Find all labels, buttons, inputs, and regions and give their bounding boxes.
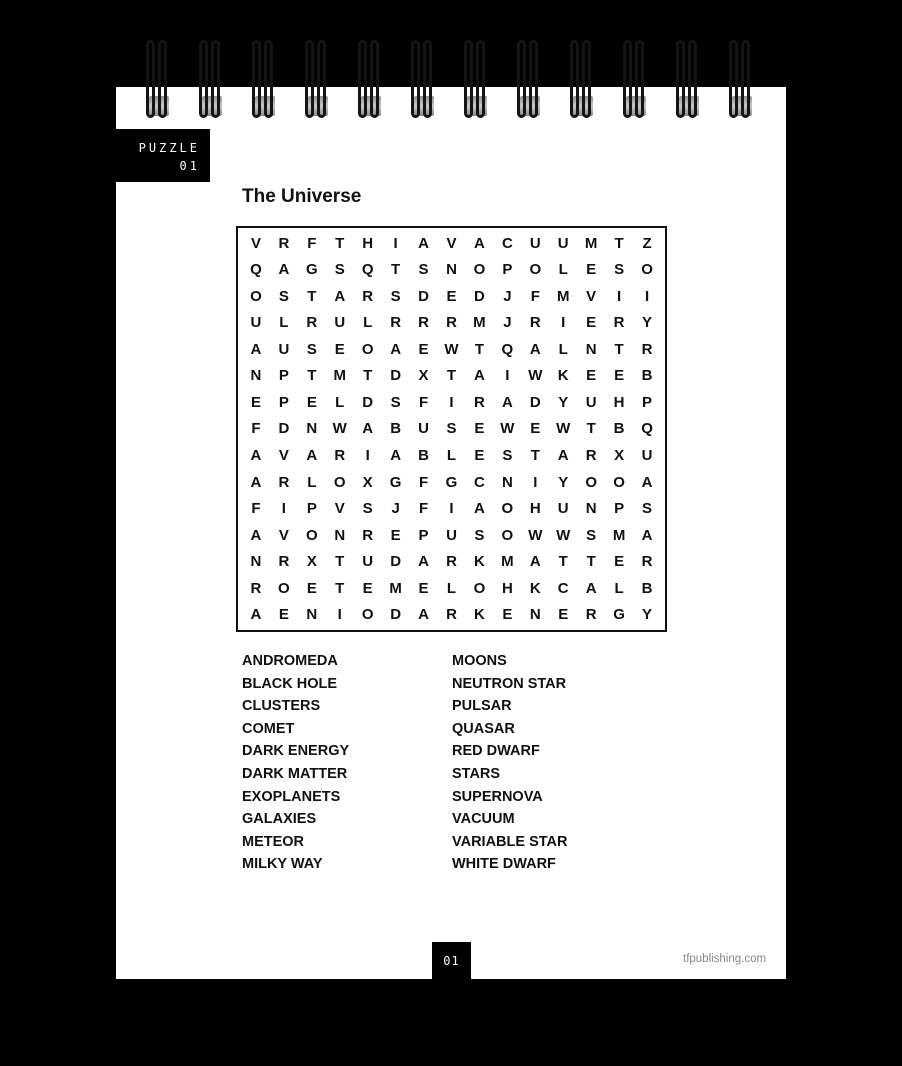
grid-letter[interactable]: A	[250, 340, 262, 358]
grid-letter[interactable]: A	[250, 473, 262, 491]
grid-letter[interactable]: P	[278, 393, 289, 411]
grid-letter[interactable]: O	[361, 606, 374, 624]
grid-letter[interactable]: T	[335, 579, 345, 597]
grid-letter[interactable]: A	[501, 393, 513, 411]
grid-letter[interactable]: G	[389, 473, 402, 491]
grid-letter[interactable]: X	[418, 367, 429, 385]
grid-letter[interactable]: R	[474, 393, 485, 411]
grid-letter[interactable]: A	[390, 447, 402, 465]
grid-letter[interactable]: E	[362, 579, 373, 597]
grid-letter[interactable]: M	[389, 579, 402, 597]
grid-letter[interactable]: R	[446, 553, 457, 571]
grid-letter[interactable]: T	[307, 367, 317, 385]
spiral-ring	[146, 40, 172, 122]
grid-letter[interactable]: A	[529, 340, 541, 358]
grid-letter[interactable]: C	[501, 234, 513, 252]
word-list-item: VACUUM	[452, 811, 515, 828]
grid-letter[interactable]: R	[278, 553, 290, 571]
word-list-item: NEUTRON STAR	[452, 675, 567, 692]
grid-letter[interactable]: R	[446, 606, 457, 624]
grid-letter[interactable]: S	[642, 500, 653, 518]
grid-letter[interactable]: U	[557, 500, 569, 518]
grid-letter[interactable]: V	[278, 447, 289, 465]
grid-letter[interactable]: R	[585, 606, 597, 624]
grid-letter[interactable]: E	[446, 287, 457, 305]
grid-letter[interactable]: D	[390, 606, 402, 624]
grid-letter[interactable]: E	[586, 314, 597, 332]
grid-letter[interactable]: M	[612, 526, 626, 544]
grid-letter[interactable]: O	[278, 579, 290, 597]
grid-letter[interactable]: A	[474, 367, 485, 385]
grid-letter[interactable]: X	[614, 447, 625, 465]
spiral-ring	[623, 40, 649, 122]
grid-letter[interactable]: E	[614, 367, 625, 385]
grid-letter[interactable]: O	[501, 526, 514, 544]
grid-letter[interactable]: J	[503, 287, 512, 305]
grid-letter[interactable]: R	[278, 473, 290, 491]
grid-letter[interactable]: V	[334, 500, 345, 518]
grid-letter[interactable]: V	[586, 287, 597, 305]
puzzle-tag	[116, 129, 210, 182]
grid-letter[interactable]: E	[390, 526, 401, 544]
grid-letter[interactable]: A	[250, 447, 262, 465]
grid-letter[interactable]: I	[393, 234, 398, 252]
grid-letter[interactable]: U	[418, 420, 429, 438]
grid-letter[interactable]: U	[557, 234, 569, 252]
grid-letter[interactable]: I	[449, 393, 454, 411]
grid-letter[interactable]: J	[391, 500, 400, 518]
grid-letter[interactable]: S	[278, 287, 289, 305]
grid-letter[interactable]: M	[584, 234, 598, 252]
grid-letter[interactable]: T	[307, 287, 317, 305]
grid-letter[interactable]: B	[613, 420, 625, 438]
grid-letter[interactable]: T	[586, 420, 596, 438]
grid-letter[interactable]: U	[585, 393, 597, 411]
grid-letter[interactable]: R	[278, 234, 290, 252]
spiral-ring	[411, 40, 437, 122]
grid-letter[interactable]: N	[306, 420, 318, 438]
grid-letter[interactable]: N	[529, 606, 541, 624]
spiral-ring	[517, 40, 543, 122]
grid-letter[interactable]: Y	[558, 393, 569, 411]
grid-letter[interactable]: E	[558, 606, 569, 624]
grid-letter[interactable]: I	[281, 500, 286, 518]
grid-letter[interactable]: A	[278, 261, 290, 279]
grid-letter[interactable]: P	[642, 393, 653, 411]
grid-letter[interactable]: U	[362, 553, 374, 571]
grid-letter[interactable]: T	[335, 234, 345, 252]
grid-letter[interactable]: K	[529, 579, 541, 597]
grid-letter[interactable]: G	[613, 606, 625, 624]
grid-letter[interactable]: A	[557, 447, 569, 465]
grid-letter[interactable]: I	[533, 473, 538, 491]
grid-letter[interactable]: D	[362, 393, 374, 411]
word-list-item: QUASAR	[452, 720, 515, 737]
grid-letter[interactable]: A	[250, 526, 262, 544]
grid-letter[interactable]: M	[501, 553, 514, 571]
grid-letter[interactable]: N	[250, 367, 262, 385]
grid-letter[interactable]: T	[363, 367, 373, 385]
grid-letter[interactable]: U	[529, 234, 541, 252]
grid-letter[interactable]: Z	[642, 234, 652, 252]
grid-letter[interactable]: E	[334, 340, 345, 358]
word-list-item: MILKY WAY	[242, 856, 323, 873]
word-list-item: WHITE DWARF	[452, 856, 556, 873]
grid-letter[interactable]: H	[529, 500, 541, 518]
grid-letter[interactable]: A	[418, 553, 429, 571]
word-list-item: RED DWARF	[452, 743, 540, 760]
grid-letter[interactable]: E	[586, 367, 597, 385]
grid-letter[interactable]: D	[418, 287, 429, 305]
grid-letter[interactable]: T	[558, 553, 568, 571]
grid-letter[interactable]: K	[474, 553, 485, 571]
word-list-item: STARS	[452, 765, 501, 782]
grid-letter[interactable]: W	[556, 420, 571, 438]
grid-letter[interactable]: E	[278, 606, 289, 624]
grid-letter[interactable]: Y	[558, 473, 569, 491]
grid-letter[interactable]: I	[449, 500, 454, 518]
spiral-ring	[464, 40, 490, 122]
word-search-grid	[236, 226, 667, 632]
grid-letter[interactable]: O	[305, 526, 318, 544]
grid-letter[interactable]: L	[446, 579, 457, 597]
grid-letter[interactable]: A	[306, 447, 318, 465]
grid-letter[interactable]: S	[390, 393, 401, 411]
grid-letter[interactable]: F	[251, 420, 261, 438]
grid-letter[interactable]: L	[363, 314, 373, 332]
grid-letter[interactable]: M	[473, 314, 486, 332]
grid-letter[interactable]: D	[529, 393, 541, 411]
grid-letter[interactable]: N	[250, 553, 262, 571]
grid-letter[interactable]: R	[334, 447, 346, 465]
grid-letter[interactable]: Q	[641, 420, 653, 438]
grid-letter[interactable]: A	[529, 553, 541, 571]
grid-letter[interactable]: O	[250, 287, 262, 305]
grid-letter[interactable]: E	[306, 393, 317, 411]
grid-letter[interactable]: T	[614, 340, 624, 358]
word-list-item: BLACK HOLE	[242, 675, 338, 692]
grid-letter[interactable]: A	[418, 606, 429, 624]
grid-letter[interactable]: E	[306, 579, 317, 597]
grid-letter[interactable]: E	[418, 340, 429, 358]
grid-letter[interactable]: W	[500, 420, 515, 438]
word-list-right	[452, 650, 567, 876]
grid-letter[interactable]: F	[418, 500, 429, 518]
grid-letter[interactable]: L	[446, 447, 457, 465]
grid-letter[interactable]: F	[418, 393, 429, 411]
word-list-item: VARIABLE STAR	[452, 833, 568, 850]
spiral-ring	[676, 40, 702, 122]
grid-letter[interactable]: M	[333, 367, 346, 385]
grid-letter[interactable]: E	[418, 579, 429, 597]
grid-letter[interactable]: T	[586, 553, 596, 571]
grid-letter[interactable]: C	[557, 579, 569, 597]
grid-letter[interactable]: O	[529, 261, 542, 279]
grid-letter[interactable]: I	[365, 447, 370, 465]
grid-letter[interactable]: A	[641, 473, 653, 491]
grid-letter[interactable]: W	[528, 526, 543, 544]
grid-letter[interactable]: I	[617, 287, 622, 305]
grid-letter[interactable]: I	[561, 314, 566, 332]
grid-letter[interactable]: U	[446, 526, 457, 544]
grid-letter[interactable]: U	[278, 340, 290, 358]
grid-letter[interactable]: T	[335, 553, 345, 571]
grid-letter[interactable]: W	[332, 420, 347, 438]
grid-letter[interactable]: F	[307, 234, 317, 252]
grid-letter[interactable]: T	[391, 261, 401, 279]
word-list-item: GALAXIES	[242, 811, 317, 828]
grid-letter[interactable]: O	[585, 473, 597, 491]
grid-letter[interactable]: A	[390, 340, 402, 358]
grid-letter[interactable]: X	[362, 473, 373, 491]
grid-letter[interactable]: N	[306, 606, 318, 624]
grid-letter[interactable]: F	[530, 287, 540, 305]
grid-letter[interactable]: K	[474, 606, 485, 624]
grid-letter[interactable]: J	[503, 314, 512, 332]
grid-letter[interactable]: L	[335, 393, 345, 411]
grid-letter[interactable]: H	[362, 234, 374, 252]
grid-letter[interactable]: T	[446, 367, 457, 385]
grid-letter[interactable]: P	[278, 367, 289, 385]
website-credit: tfpublishing.com	[683, 953, 767, 965]
grid-letter[interactable]: R	[250, 579, 262, 597]
word-list-item: METEOR	[242, 833, 305, 850]
grid-letter[interactable]: L	[614, 579, 624, 597]
spiral-ring	[305, 40, 331, 122]
grid-letter[interactable]: S	[362, 500, 373, 518]
spiral-binding	[0, 0, 902, 130]
grid-letter[interactable]: B	[641, 579, 653, 597]
grid-letter[interactable]: B	[641, 367, 653, 385]
grid-letter[interactable]: O	[333, 473, 346, 491]
grid-letter[interactable]: N	[585, 340, 597, 358]
grid-letter[interactable]: S	[586, 526, 597, 544]
grid-letter[interactable]: R	[585, 447, 597, 465]
puzzle-tag-number: 01	[179, 159, 200, 173]
grid-letter[interactable]: N	[501, 473, 513, 491]
grid-letter[interactable]: I	[337, 606, 342, 624]
puzzle-title: The Universe	[242, 186, 362, 207]
grid-letter[interactable]: T	[614, 234, 624, 252]
grid-letter[interactable]: R	[390, 314, 402, 332]
grid-letter[interactable]: D	[390, 367, 402, 385]
grid-letter[interactable]: O	[501, 500, 514, 518]
grid-letter[interactable]: T	[474, 340, 484, 358]
spiral-ring	[570, 40, 596, 122]
grid-letter[interactable]: N	[585, 500, 597, 518]
grid-letter[interactable]: R	[446, 314, 457, 332]
grid-letter[interactable]: A	[250, 606, 262, 624]
grid-letter[interactable]: F	[251, 500, 261, 518]
grid-letter[interactable]: L	[558, 261, 568, 279]
grid-letter[interactable]: A	[474, 500, 485, 518]
grid-letter[interactable]: O	[641, 261, 653, 279]
word-list-item: MOONS	[452, 653, 507, 669]
grid-letter[interactable]: E	[614, 553, 625, 571]
grid-letter[interactable]: P	[306, 500, 317, 518]
grid-letter[interactable]: I	[505, 367, 510, 385]
word-list-item: COMET	[242, 720, 295, 737]
grid-letter[interactable]: P	[502, 261, 513, 279]
grid-letter[interactable]: E	[586, 261, 597, 279]
word-list-item: SUPERNOVA	[452, 788, 543, 805]
grid-letter[interactable]: C	[474, 473, 485, 491]
grid-letter[interactable]: W	[444, 340, 459, 358]
grid-letter[interactable]: N	[446, 261, 457, 279]
grid-letter[interactable]: Y	[642, 606, 653, 624]
grid-letter[interactable]: E	[474, 447, 485, 465]
grid-letter[interactable]: E	[250, 393, 261, 411]
grid-letter[interactable]: B	[418, 447, 429, 465]
grid-letter[interactable]: S	[418, 261, 429, 279]
grid-letter[interactable]: U	[250, 314, 262, 332]
grid-letter[interactable]: U	[334, 314, 346, 332]
spiral-ring	[358, 40, 384, 122]
grid-letter[interactable]: V	[250, 234, 261, 252]
grid-letter[interactable]: T	[530, 447, 540, 465]
grid-letter[interactable]: W	[528, 367, 543, 385]
grid-letter[interactable]: R	[641, 553, 653, 571]
grid-letter[interactable]: X	[306, 553, 317, 571]
grid-letter[interactable]: A	[334, 287, 346, 305]
grid-letter[interactable]: A	[474, 234, 485, 252]
grid-letter[interactable]: H	[501, 579, 513, 597]
grid-letter[interactable]: B	[390, 420, 402, 438]
grid-letter[interactable]: D	[278, 420, 290, 438]
grid-letter[interactable]: D	[474, 287, 485, 305]
grid-letter[interactable]: K	[557, 367, 569, 385]
grid-letter[interactable]: R	[306, 314, 318, 332]
grid-letter[interactable]: W	[556, 526, 571, 544]
grid-letter[interactable]: I	[644, 287, 650, 305]
spiral-ring	[199, 40, 225, 122]
word-list-item: DARK ENERGY	[242, 743, 350, 760]
grid-letter[interactable]: Q	[250, 261, 262, 279]
grid-letter[interactable]: R	[362, 526, 374, 544]
spiral-ring	[252, 40, 278, 122]
grid-letter[interactable]: S	[334, 261, 345, 279]
grid-letter[interactable]: P	[614, 500, 625, 518]
grid-letter[interactable]: P	[418, 526, 429, 544]
word-list-item: PULSAR	[452, 698, 512, 715]
grid-letter[interactable]: E	[502, 606, 513, 624]
grid-letter[interactable]: R	[418, 314, 429, 332]
grid-letter[interactable]: V	[278, 526, 289, 544]
grid-letter[interactable]: S	[474, 526, 485, 544]
grid-letter[interactable]: Y	[642, 314, 653, 332]
grid-letter[interactable]: S	[614, 261, 625, 279]
grid-letter[interactable]: E	[530, 420, 541, 438]
grid-letter[interactable]: G	[305, 261, 318, 279]
word-list-item: EXOPLANETS	[242, 788, 341, 805]
grid-letter[interactable]: L	[558, 340, 568, 358]
grid-letter[interactable]: R	[362, 287, 374, 305]
grid-letter[interactable]: F	[418, 473, 429, 491]
grid-letter[interactable]: O	[473, 261, 486, 279]
grid-letter[interactable]: Q	[361, 261, 374, 279]
word-list-item: DARK MATTER	[242, 765, 348, 782]
grid-letter[interactable]: A	[585, 579, 597, 597]
grid-letter[interactable]: O	[361, 340, 374, 358]
grid-letter[interactable]: G	[445, 473, 458, 491]
grid-letter[interactable]: O	[473, 579, 486, 597]
grid-letter[interactable]: V	[446, 234, 457, 252]
grid-letter[interactable]: R	[529, 314, 541, 332]
grid-letter[interactable]: R	[613, 314, 625, 332]
puzzle-tag-label: PUZZLE	[138, 141, 200, 155]
grid-letter[interactable]: A	[418, 234, 429, 252]
grid-letter[interactable]: O	[613, 473, 625, 491]
grid-letter[interactable]: E	[474, 420, 485, 438]
word-list-left	[242, 650, 349, 876]
grid-letter[interactable]: D	[390, 553, 402, 571]
grid-letter[interactable]: L	[307, 473, 317, 491]
grid-letter[interactable]: S	[390, 287, 401, 305]
grid-letter[interactable]: S	[446, 420, 457, 438]
spiral-ring	[729, 40, 755, 122]
grid-letter[interactable]: A	[362, 420, 374, 438]
grid-letter[interactable]: N	[334, 526, 346, 544]
grid-letter[interactable]: R	[641, 340, 653, 358]
grid-letter[interactable]: Q	[501, 340, 514, 358]
word-list-item: CLUSTERS	[242, 698, 321, 715]
grid-letter[interactable]: A	[641, 526, 653, 544]
grid-letter[interactable]: S	[306, 340, 317, 358]
grid-letter[interactable]: H	[613, 393, 625, 411]
word-list-item: ANDROMEDA	[242, 653, 338, 669]
grid-letter[interactable]: S	[502, 447, 513, 465]
page-number: 01	[432, 942, 471, 979]
grid-letter[interactable]: M	[556, 287, 570, 305]
grid-letter[interactable]: L	[279, 314, 289, 332]
grid-letter[interactable]: U	[641, 447, 653, 465]
